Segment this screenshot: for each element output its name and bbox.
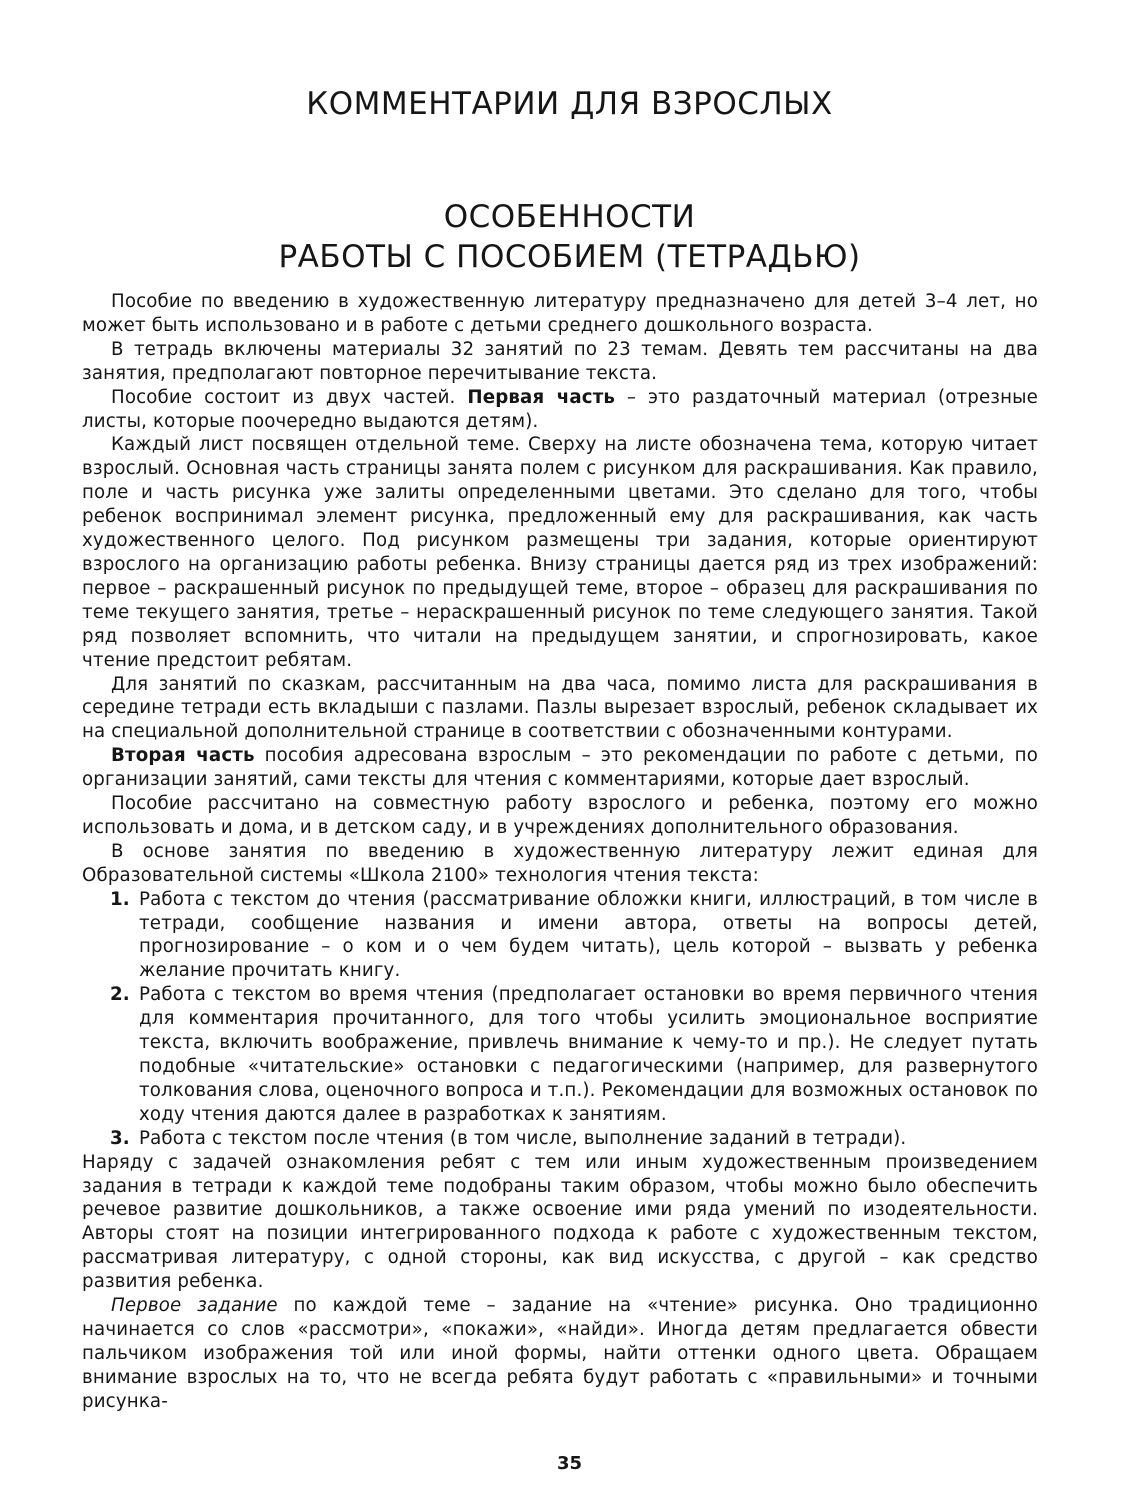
paragraph-technology: В основе занятия по введению в художественную литературу лежит единая для Образовательной системы «Школа 2100» технология чтения текста: (82, 840, 1038, 886)
paragraph-usage: Пособие рассчитано на совместную работу взрослого и ребенка, поэтому его можно использовать и дома, и в детском саду, и в учреждениях дополнительного образования. (82, 793, 1038, 838)
paragraph-first-task-rest: по каждой теме – задание на «чтение» рисунка. Оно традиционно начинается со слов «рассмотри», «покажи», «найди». Иногда детям предлагается обвести пальчиком изображения той или иной формы, найти оттенки одного цвета. Обращаем внимание взрослых на то, что не всегда ребята будут работать с «правильными» и точными рисунка- (82, 1295, 1039, 1412)
paragraph-first-task (82, 1294, 1038, 1414)
paragraph-second-part-rest: пособия адресована взрослым – это рекомендации по работе с детьми, по организации занятий, сами тексты для чтения с комментариями, которые дает взрослый. (82, 745, 1038, 791)
list-item (82, 888, 1038, 984)
reading-stages-list (82, 888, 1038, 1151)
page-number: 35 (556, 1453, 583, 1474)
paragraph-sheet-description: Каждый лист посвящен отдельной теме. Сверху на листе обозначена тема, которую читает взрослый. Основная часть страницы занята полем с рисунком для раскрашивания. Как правило, поле и часть рисунка уже залиты определенными цветами. Это сделано для того, чтобы ребенок воспринимал элемент рисунка, предложенный ему для раскрашивания, как часть художественного целого. Под рисунком размещены три задания, которые ориентируют взрослого на организацию работы ребенка. Внизу страницы дается ряд из трех изображений: первое – раскрашенный рисунок по предыдущей теме, второе – образец для раскрашивания по теме текущего занятия, третье – нераскрашенный рисунок по теме следующего занятия. Такой ряд позволяет вспомнить, что читали на предыдущем занятии, и спрогнозировать, какое чтение предстоит ребятам. (82, 434, 1038, 671)
paragraph-materials: В тетрадь включены материалы 32 занятий по 23 темам. Девять тем рассчитаны на два занятия, предполагают повторное перечитывание текста. (82, 338, 1038, 384)
paragraph-integration: Наряду с задачей ознакомления ребят с тем или иным художественным произведением задания в тетради к каждой теме подобраны таким образом, чтобы можно было обеспечить речевое развитие дошкольников, а также освоение ими ряда умений по изодеятельности. Авторы стоят на позиции интегрированного подхода к работе с художественным текстом, рассматривая литературу, с одной стороны, как вид искусства, с другой – как средство развития ребенка. (82, 1151, 1038, 1293)
paragraph-intro: Пособие по введению в художественную литературу предназначено для детей 3–4 лет, но может быть использовано и в работе с детьми среднего дошкольного возраста. (82, 291, 1038, 336)
section-title-line-2: РАБОТЫ С ПОСОБИЕМ (ТЕТРАДЬЮ) (278, 239, 861, 275)
list-item (82, 1127, 1038, 1151)
paragraph-puzzles: Для занятий по сказкам, рассчитанным на два часа, помимо листа для раскрашивания в середине тетради есть вкладыши с пазлами. Пазлы вырезает взрослый, ребенок складывает их на специальной дополнительной странице в соответствии с обозначенными контурами. (82, 673, 1038, 743)
paragraph-second-part (82, 744, 1038, 792)
list-item-number: 3. (110, 1127, 130, 1149)
page-title: КОММЕНТАРИИ ДЛЯ ВЗРОСЛЫХ (306, 86, 833, 122)
list-item-number: 2. (110, 984, 130, 1006)
first-task-term: Первое задание (111, 1295, 278, 1317)
paragraph-parts-rest: – это раздаточный материал (отрезные листы, которые поочередно выдаются детям). (82, 386, 1039, 432)
section-title (0, 197, 1139, 277)
first-part-term: Первая часть (467, 386, 616, 408)
list-item (82, 983, 1038, 1126)
list-item-number: 1. (110, 888, 130, 910)
list-item-text: Работа с текстом во время чтения (предполагает остановки во время первичного чтения для комментария прочитанного, для того чтобы усилить эмоциональное восприятие текста, включить воображение, привлечь внимание к чему-то и пр.). Не следует путать подобные «читательские» остановки с педагогическими (например, для развернутого толкования слова, оценочного вопроса и т.п.). Рекомендации для возможных остановок по ходу чтения даются далее в разработках к занятиям. (139, 984, 1038, 1125)
list-item-text: Работа с текстом до чтения (рассматривание обложки книги, иллюстраций, в том числе в тетради, сообщение названия и имени автора, ответы на вопросы детей, прогнозирование – о ком и о чем будем читать), цель которой – вызвать у ребенка желание прочитать книгу. (139, 888, 1038, 982)
body-text (82, 290, 1038, 1414)
list-item-text: Работа с текстом после чтения (в том числе, выполнение заданий в тетради). (139, 1127, 907, 1149)
paragraph-parts (82, 386, 1038, 434)
paragraph-parts-text: Пособие состоит из двух частей. (111, 386, 468, 408)
second-part-term: Вторая часть (111, 745, 255, 767)
section-title-line-1: ОСОБЕННОСТИ (443, 199, 696, 235)
